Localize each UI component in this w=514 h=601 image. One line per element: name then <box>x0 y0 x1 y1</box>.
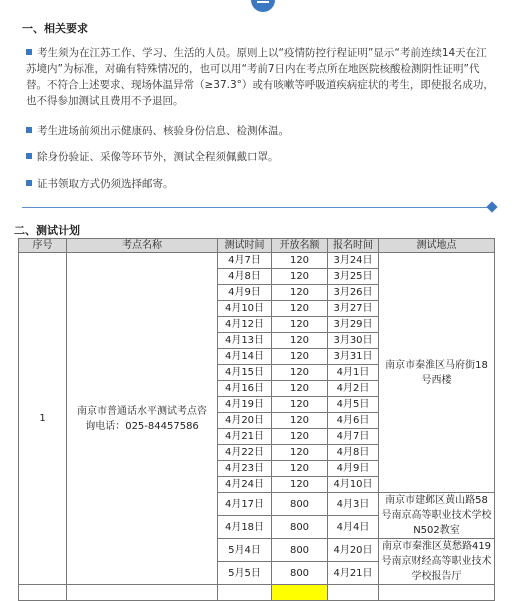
capacity-cell: 120 <box>272 301 328 317</box>
date-cell: 4月13日 <box>218 333 272 349</box>
signup-cell: 3月29日 <box>328 317 379 333</box>
section-divider <box>22 207 490 208</box>
capacity-cell: 120 <box>272 285 328 301</box>
capacity-cell: 120 <box>272 477 328 493</box>
signup-cell: 4月6日 <box>328 413 379 429</box>
signup-cell: 4月3日 <box>328 493 379 516</box>
center-name-cell: 南京市普通话水平测试考点咨询电话：025-84457586 <box>67 253 218 585</box>
date-cell: 4月7日 <box>218 253 272 269</box>
header-location: 测试地点 <box>379 239 495 253</box>
signup-cell: 3月25日 <box>328 269 379 285</box>
bullet-square-icon <box>26 49 32 55</box>
header-date: 测试时间 <box>218 239 272 253</box>
requirement-item-4: 证书领取方式仍须选择邮寄。 <box>26 176 494 192</box>
location-cell: 南京市建邺区黄山路58号南京高等职业技术学校N502教室 <box>379 493 495 539</box>
date-cell: 4月17日 <box>218 493 272 516</box>
section2-title: 二、测试计划 <box>14 224 80 237</box>
signup-cell: 4月10日 <box>328 477 379 493</box>
header-signup: 报名时间 <box>328 239 379 253</box>
header-capacity: 开放名额 <box>272 239 328 253</box>
capacity-cell: 120 <box>272 397 328 413</box>
date-cell: 4月23日 <box>218 461 272 477</box>
top-circle-icon <box>251 0 275 12</box>
capacity-cell: 120 <box>272 413 328 429</box>
date-cell: 4月16日 <box>218 381 272 397</box>
signup-cell: 4月8日 <box>328 445 379 461</box>
table-header-row <box>19 239 495 253</box>
capacity-cell: 800 <box>272 562 328 585</box>
date-cell: 4月20日 <box>218 413 272 429</box>
signup-cell: 4月4日 <box>328 516 379 539</box>
capacity-cell: 120 <box>272 253 328 269</box>
date-cell: 4月12日 <box>218 317 272 333</box>
table-row <box>19 253 495 269</box>
signup-cell: 4月7日 <box>328 429 379 445</box>
total-row <box>19 585 495 601</box>
location-cell: 南京市秦淮区马府街18号西楼 <box>379 253 495 493</box>
requirement-item-1: 考生须为在江苏工作、学习、生活的人员。原则上以“疫情防控行程证明”显示“考前连续14天在江苏境内”为标准，对确有特殊情况的，也可以用“考前7日内在考点所在地医院核酸检测阴性证明”代替。不符合上述要求、现场体温异常（≥37.3°）或有咳嗽等呼吸道疾病症状的考生，即使报名成功，也不得参加测试且费用不予退回。 <box>26 47 494 107</box>
capacity-cell: 120 <box>272 461 328 477</box>
capacity-cell: 120 <box>272 381 328 397</box>
signup-cell: 4月1日 <box>328 365 379 381</box>
section1-title: 一、相关要求 <box>22 22 88 35</box>
bullet-square-icon <box>26 180 32 186</box>
date-cell: 4月8日 <box>218 269 272 285</box>
date-cell: 4月10日 <box>218 301 272 317</box>
date-cell: 5月5日 <box>218 562 272 585</box>
bullet-square-icon <box>26 127 32 133</box>
date-cell: 4月15日 <box>218 365 272 381</box>
date-cell: 4月24日 <box>218 477 272 493</box>
signup-cell: 4月20日 <box>328 539 379 562</box>
capacity-cell: 120 <box>272 317 328 333</box>
signup-cell: 4月2日 <box>328 381 379 397</box>
signup-cell: 3月30日 <box>328 333 379 349</box>
bullet-square-icon <box>26 153 32 159</box>
capacity-cell: 800 <box>272 516 328 539</box>
capacity-cell: 120 <box>272 445 328 461</box>
location-cell: 南京市秦淮区莫愁路419号南京财经高等职业技术学校报告厅 <box>379 539 495 585</box>
capacity-cell: 120 <box>272 333 328 349</box>
diamond-icon <box>486 201 497 212</box>
date-cell: 4月18日 <box>218 516 272 539</box>
capacity-cell: 800 <box>272 493 328 516</box>
signup-cell: 4月9日 <box>328 461 379 477</box>
date-cell: 4月22日 <box>218 445 272 461</box>
signup-cell: 3月26日 <box>328 285 379 301</box>
header-serial: 序号 <box>19 239 67 253</box>
date-cell: 4月14日 <box>218 349 272 365</box>
signup-cell: 3月31日 <box>328 349 379 365</box>
requirement-item-2: 考生进场前须出示健康码、核验身份信息、检测体温。 <box>26 123 494 139</box>
capacity-cell: 800 <box>272 539 328 562</box>
header-center: 考点名称 <box>67 239 218 253</box>
signup-cell: 4月5日 <box>328 397 379 413</box>
serial-cell: 1 <box>19 253 67 585</box>
test-plan-table <box>18 238 495 601</box>
total-capacity-cell <box>272 585 328 601</box>
date-cell: 5月4日 <box>218 539 272 562</box>
capacity-cell: 120 <box>272 429 328 445</box>
capacity-cell: 120 <box>272 349 328 365</box>
signup-cell: 3月27日 <box>328 301 379 317</box>
date-cell: 4月9日 <box>218 285 272 301</box>
capacity-cell: 120 <box>272 269 328 285</box>
date-cell: 4月19日 <box>218 397 272 413</box>
date-cell: 4月21日 <box>218 429 272 445</box>
signup-cell: 3月24日 <box>328 253 379 269</box>
capacity-cell: 120 <box>272 365 328 381</box>
signup-cell: 4月21日 <box>328 562 379 585</box>
requirement-item-3: 除身份验证、采像等环节外，测试全程须佩戴口罩。 <box>26 149 494 165</box>
